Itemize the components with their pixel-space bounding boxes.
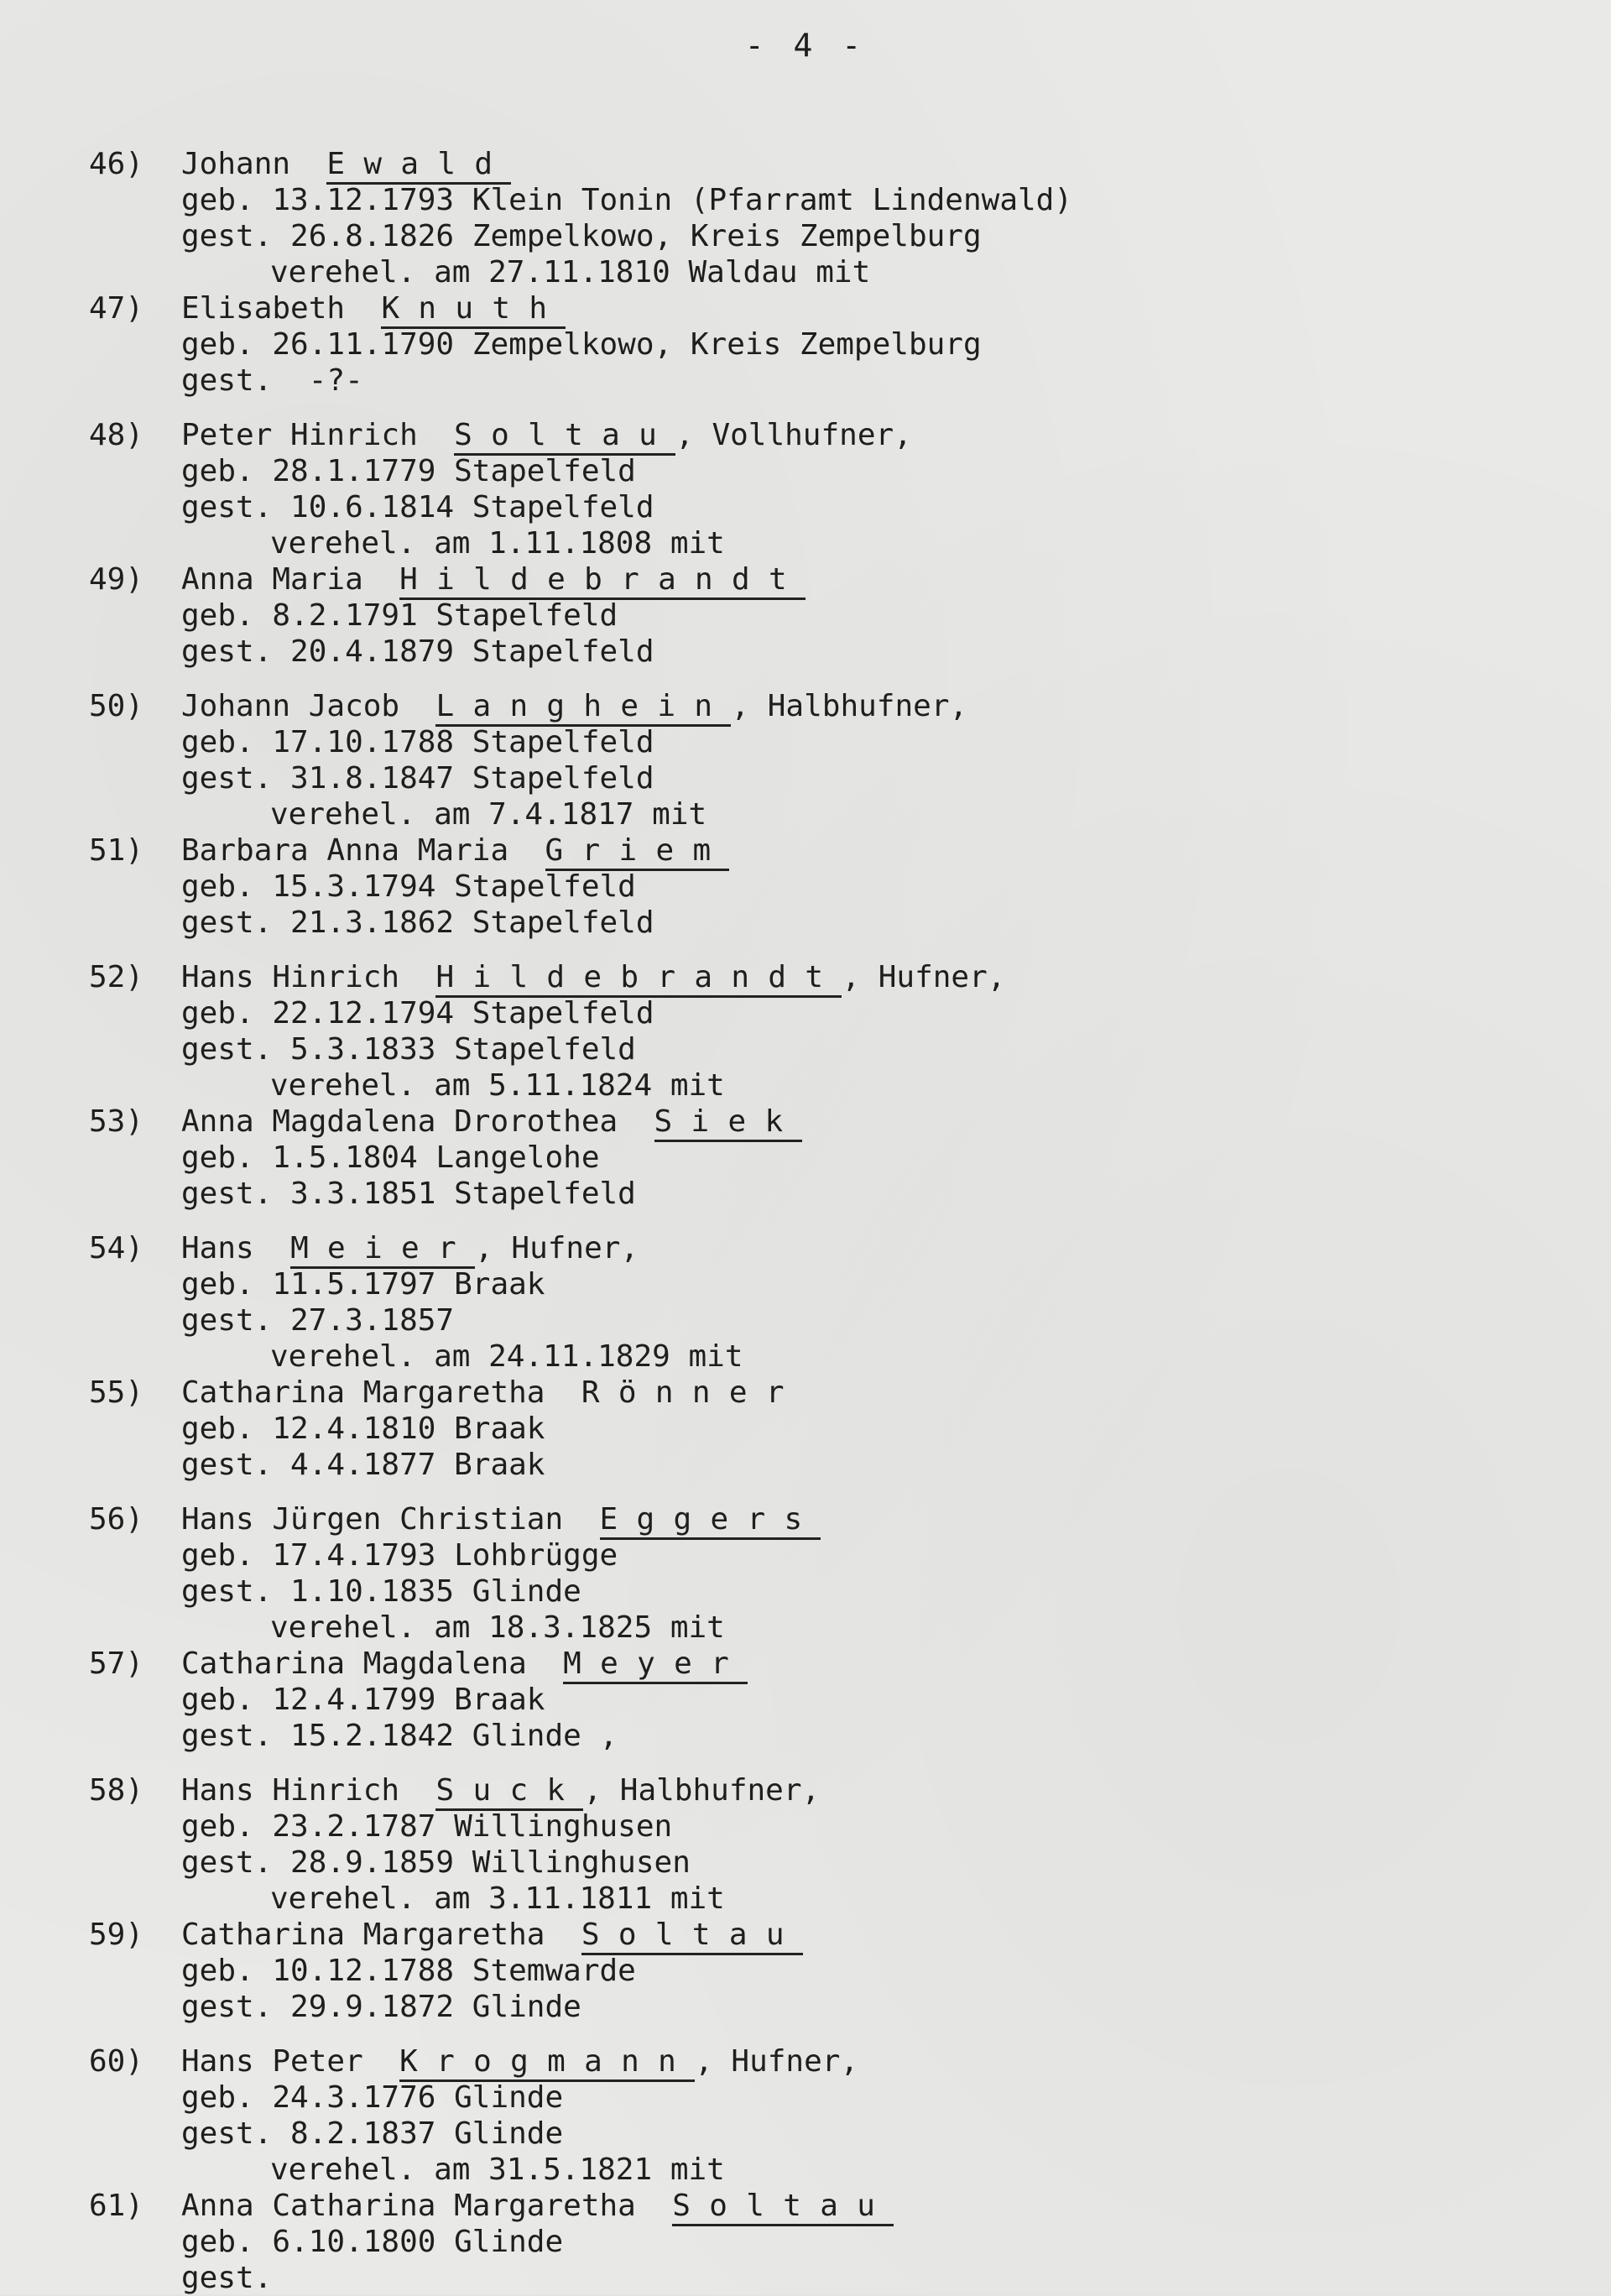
entry-name-line	[89, 1104, 1482, 1140]
entry-name-line	[89, 2043, 1482, 2079]
birth-line: geb. 6.10.1800 Glinde	[181, 2225, 564, 2259]
death-line: gest. 1.10.1835 Glinde	[181, 1574, 581, 1609]
death-line: gest. 5.3.1833 Stapelfeld	[181, 1032, 636, 1067]
surname: Hildebrandt	[399, 562, 806, 600]
surname: Suck	[435, 1773, 583, 1811]
genealogy-entry	[89, 1104, 1482, 1230]
entry-gap	[89, 670, 1482, 688]
entry-number: 52)	[89, 960, 144, 994]
surname: Griem	[545, 833, 730, 871]
birth-line: geb. 13.12.1793 Klein Tonin (Pfarramt Lindenwald)	[181, 183, 1073, 217]
given-names: Catharina Magdalena	[181, 1646, 527, 1681]
given-names: Barbara Anna Maria	[181, 833, 509, 868]
entry-name-line	[89, 2188, 1482, 2224]
birth-line: geb. 8.2.1791 Stapelfeld	[181, 598, 618, 633]
page-number: - 4 -	[744, 27, 867, 64]
genealogy-entry	[89, 1375, 1482, 1501]
entry-gap	[89, 1754, 1482, 1772]
surname: Ewald	[326, 147, 511, 185]
entry-gap	[89, 941, 1482, 959]
surname: Meier	[290, 1231, 475, 1269]
given-names: Anna Catharina Margaretha	[181, 2189, 636, 2223]
death-line: gest. 31.8.1847 Stapelfeld	[181, 761, 654, 796]
genealogy-entry	[89, 1917, 1482, 2043]
death-line: gest. 10.6.1814 Stapelfeld	[181, 490, 654, 524]
occupation: , Halbhufner,	[731, 689, 968, 723]
given-names: Hans	[181, 1231, 254, 1265]
genealogy-entry	[89, 561, 1482, 688]
surname: Meyer	[563, 1646, 748, 1684]
genealogy-entry	[89, 2188, 1482, 2296]
marriage-line: verehel. am 24.11.1829 mit	[270, 1339, 743, 1374]
occupation: , Hufner,	[475, 1231, 639, 1265]
birth-line: geb. 15.3.1794 Stapelfeld	[181, 869, 636, 904]
birth-line: geb. 28.1.1779 Stapelfeld	[181, 454, 636, 488]
death-line: gest. 28.9.1859 Willinghusen	[181, 1845, 691, 1880]
entry-gap	[89, 1212, 1482, 1230]
occupation: , Hufner,	[695, 2044, 859, 2079]
entry-gap	[89, 399, 1482, 417]
birth-line: geb. 10.12.1788 Stemwarde	[181, 1954, 636, 1988]
birth-line: geb. 17.10.1788 Stapelfeld	[181, 725, 654, 759]
surname: Soltau	[672, 2189, 894, 2226]
birth-line: geb. 23.2.1787 Willinghusen	[181, 1809, 673, 1844]
entry-name-line	[89, 417, 1482, 453]
birth-line: geb. 1.5.1804 Langelohe	[181, 1140, 600, 1175]
genealogy-entry	[89, 146, 1482, 290]
entry-number: 59)	[89, 1918, 144, 1952]
entry-number: 50)	[89, 689, 144, 723]
surname: Soltau	[581, 1918, 803, 1955]
genealogy-entry	[89, 1646, 1482, 1772]
genealogy-entry	[89, 959, 1482, 1104]
marriage-line: verehel. am 5.11.1824 mit	[270, 1068, 725, 1103]
death-line: gest. 29.9.1872 Glinde	[181, 1990, 581, 2024]
entry-name-line	[89, 146, 1482, 182]
death-line: gest. 26.8.1826 Zempelkowo, Kreis Zempelburg	[181, 219, 982, 253]
entry-number: 57)	[89, 1646, 144, 1681]
genealogy-entry	[89, 290, 1482, 417]
entry-gap	[89, 2025, 1482, 2043]
entry-number: 49)	[89, 562, 144, 597]
entry-number: 56)	[89, 1502, 144, 1537]
death-line: gest. 15.2.1842 Glinde ,	[181, 1719, 618, 1753]
death-line: gest. 27.3.1857	[181, 1303, 455, 1338]
given-names: Hans Jürgen Christian	[181, 1502, 564, 1537]
occupation: , Vollhufner,	[675, 418, 912, 452]
entry-number: 47)	[89, 291, 144, 326]
entry-number: 60)	[89, 2044, 144, 2079]
surname: Krogmann	[399, 2044, 695, 2082]
entry-name-line	[89, 1917, 1482, 1953]
given-names: Peter Hinrich	[181, 418, 418, 452]
birth-line: geb. 12.4.1810 Braak	[181, 1412, 545, 1446]
given-names: Hans Peter	[181, 2044, 363, 2079]
marriage-line: verehel. am 3.11.1811 mit	[270, 1881, 725, 1916]
given-names: Catharina Margaretha	[181, 1375, 545, 1410]
death-line: gest. 3.3.1851 Stapelfeld	[181, 1177, 636, 1211]
genealogy-entry	[89, 1501, 1482, 1646]
entry-name-line	[89, 688, 1482, 724]
marriage-line: verehel. am 1.11.1808 mit	[270, 526, 725, 561]
genealogy-entry	[89, 688, 1482, 832]
surname: Soltau	[454, 418, 675, 456]
entry-gap	[89, 1483, 1482, 1501]
entry-name-line	[89, 1375, 1482, 1411]
entry-number: 58)	[89, 1773, 144, 1808]
entry-number: 53)	[89, 1104, 144, 1139]
birth-line: geb. 24.3.1776 Glinde	[181, 2080, 564, 2115]
marriage-line: verehel. am 18.3.1825 mit	[270, 1610, 725, 1645]
birth-line: geb. 12.4.1799 Braak	[181, 1683, 545, 1717]
genealogy-entry	[89, 832, 1482, 959]
entry-number: 46)	[89, 147, 144, 181]
occupation: , Halbhufner,	[583, 1773, 821, 1808]
death-line: gest. 21.3.1862 Stapelfeld	[181, 905, 654, 940]
given-names: Hans Hinrich	[181, 960, 400, 994]
given-names: Elisabeth	[181, 291, 346, 326]
entry-number: 54)	[89, 1231, 144, 1265]
death-line: gest. 8.2.1837 Glinde	[181, 2116, 564, 2151]
surname: Hildebrandt	[435, 960, 842, 998]
genealogy-entry	[89, 1772, 1482, 1917]
given-names: Anna Maria	[181, 562, 363, 597]
death-line: gest. 20.4.1879 Stapelfeld	[181, 634, 654, 669]
surname: Eggers	[600, 1502, 821, 1540]
entry-name-line	[89, 832, 1482, 869]
occupation: , Hufner,	[842, 960, 1006, 994]
surname: Rönner	[581, 1375, 803, 1410]
entry-number: 51)	[89, 833, 144, 868]
entry-name-line	[89, 290, 1482, 326]
genealogy-entry	[89, 2043, 1482, 2188]
entry-number: 48)	[89, 418, 144, 452]
entry-name-line	[89, 1501, 1482, 1537]
death-line: gest. 4.4.1877 Braak	[181, 1448, 545, 1482]
surname: Langhein	[435, 689, 731, 727]
entry-name-line	[89, 561, 1482, 597]
entry-number: 61)	[89, 2189, 144, 2223]
given-names: Hans Hinrich	[181, 1773, 400, 1808]
genealogy-entries	[89, 146, 1482, 2296]
given-names: Johann	[181, 147, 291, 181]
given-names: Anna Magdalena Drorothea	[181, 1104, 618, 1139]
entry-name-line	[89, 1646, 1482, 1682]
genealogy-entry	[89, 1230, 1482, 1375]
entry-name-line	[89, 1230, 1482, 1266]
birth-line: geb. 26.11.1790 Zempelkowo, Kreis Zempelburg	[181, 327, 982, 362]
birth-line: geb. 11.5.1797 Braak	[181, 1267, 545, 1302]
marriage-line: verehel. am 7.4.1817 mit	[270, 797, 707, 832]
birth-line: geb. 17.4.1793 Lohbrügge	[181, 1538, 618, 1573]
given-names: Johann Jacob	[181, 689, 400, 723]
surname: Siek	[654, 1104, 802, 1142]
marriage-line: verehel. am 31.5.1821 mit	[270, 2152, 725, 2187]
surname: Knuth	[381, 291, 566, 329]
marriage-line: verehel. am 27.11.1810 Waldau mit	[270, 255, 871, 290]
death-line: gest. -?-	[181, 363, 363, 398]
genealogy-entry	[89, 417, 1482, 561]
birth-line: geb. 22.12.1794 Stapelfeld	[181, 996, 654, 1031]
entry-name-line	[89, 959, 1482, 995]
entry-number: 55)	[89, 1375, 144, 1410]
death-line: gest.	[181, 2261, 273, 2295]
given-names: Catharina Margaretha	[181, 1918, 545, 1952]
entry-name-line	[89, 1772, 1482, 1808]
